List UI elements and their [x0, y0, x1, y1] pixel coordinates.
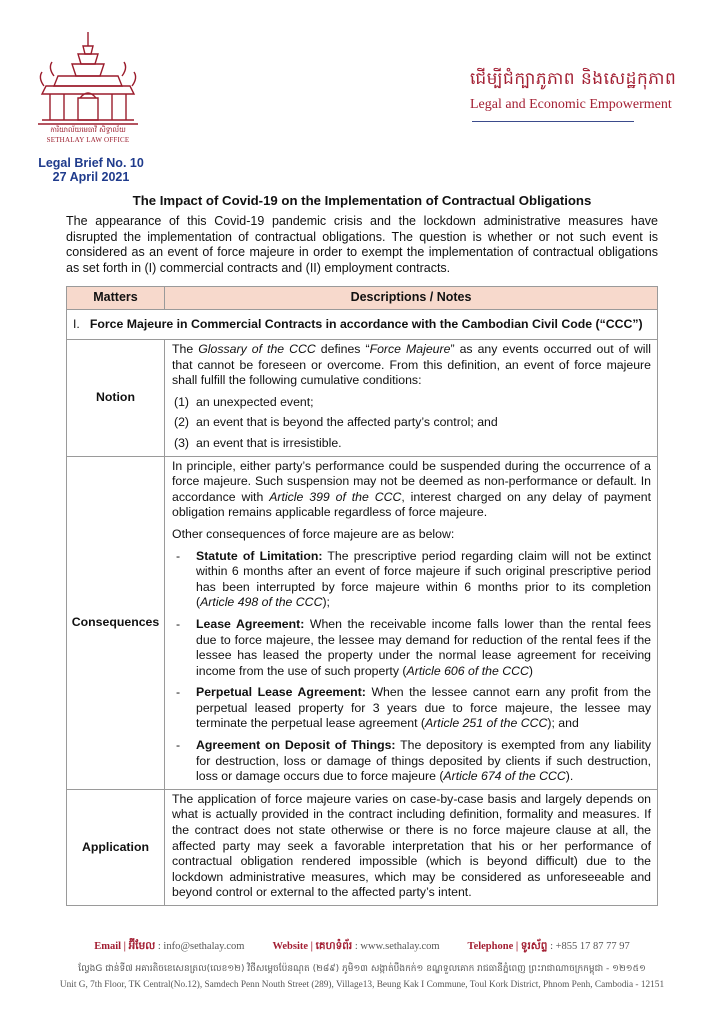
- list-item: [172, 415, 651, 431]
- list-text: [196, 617, 651, 679]
- emphasis-text: Article 399 of the CCC: [269, 489, 402, 504]
- brand-header: [470, 68, 690, 122]
- table-header-row: [67, 287, 658, 310]
- list-item: [172, 685, 651, 732]
- list-number: (1): [174, 394, 190, 409]
- list-text: an event that is irresistible.: [196, 435, 342, 450]
- text-span: , interest charged on any delay of payment obligation remains applicable regardless of force majeure.: [172, 489, 651, 520]
- section-title-cell: [67, 310, 658, 340]
- brief-date: 27 April 2021: [52, 170, 130, 184]
- text-span: The depository is exempted from any liability for destruction, loss or damage of things deposited by clients if such destruction, loss or damage occurs due to force majeure (: [196, 738, 651, 784]
- brief-number: Legal Brief No. 10: [38, 156, 144, 170]
- item-heading: Statute of Limitation:: [196, 548, 323, 563]
- notion-label: Notion: [67, 340, 165, 457]
- conditions-list: [172, 395, 651, 452]
- brief-info: [36, 156, 146, 184]
- table-row: [67, 456, 658, 789]
- list-text: [196, 738, 651, 785]
- text-span: ); and: [547, 716, 579, 731]
- text-span: When the lessee cannot earn any profit from the perpetual leased property for 3 years due to force majeure, the lessee may terminate the perpetual lease agreement (: [196, 685, 651, 731]
- brand-english-title: Legal and Economic Empowerment: [470, 97, 672, 112]
- list-text: [196, 685, 651, 732]
- text-span: In principle, either party’s performance could be suspended during the occurrence of a force majeure. Such suspension may not be deemed as non-performance or default. In accordance with: [172, 458, 651, 504]
- item-heading: Perpetual Lease Agreement:: [196, 685, 366, 700]
- list-text: an unexpected event;: [196, 394, 314, 409]
- section-row: [67, 310, 658, 340]
- list-dash: -: [176, 548, 181, 563]
- text-span: ).: [565, 769, 574, 784]
- matters-header: Matters: [67, 287, 165, 310]
- section-title: Force Majeure in Commercial Contracts in accordance with the Cambodian Civil Code (“CCC”): [89, 316, 643, 331]
- list-dash: -: [176, 616, 181, 631]
- consequences-description: [165, 456, 658, 789]
- text-span: The prescriptive period regarding claim will not be extinct within 6 months after an event of force majeure if such original prescriptive period has been interrupted by force majeure within 6 months prior to its completion (: [196, 548, 651, 610]
- consequences-label: Consequences: [67, 456, 165, 789]
- descriptions-header: Descriptions / Notes: [165, 287, 658, 310]
- notion-description: [165, 340, 658, 457]
- text-span: defines “: [315, 342, 370, 356]
- item-heading: Lease Agreement:: [196, 616, 305, 631]
- brand-khmer-title: ជើម្បីជំក្បាភូភាព និងសេដ្ឋកុភាព: [470, 69, 677, 89]
- consequences-paragraph: [172, 459, 651, 521]
- table-row: [67, 789, 658, 905]
- text-span: When the receivable income falls lower than the rental fees due to force majeure, the lessee may demand for reduction of the rental fees if the lessee has leased the property under the normal lease agreement for receiving income from the use of such property (: [196, 616, 651, 678]
- brand-divider: [472, 121, 634, 122]
- phone-number: : +855 17 87 77 97: [547, 941, 630, 952]
- list-item: [172, 436, 651, 452]
- list-item: [172, 395, 651, 411]
- notion-paragraph: [172, 342, 651, 389]
- contact-footer: [0, 940, 724, 955]
- text-span: ): [528, 663, 533, 678]
- item-heading: Agreement on Deposit of Things:: [196, 738, 396, 753]
- consequences-intro: Other consequences of force majeure are as below:: [172, 526, 455, 541]
- website-label: Website | គេហទំព័រ: [272, 941, 353, 952]
- application-description: The application of force majeure varies on case-by-case basis and largely depends on what is actually provided in the contract including definition, formality and measures. If the contract does not state otherwise or there is no force majeure clause at all, the affected party may seek a favorable interpretation that his or her performance of contractual obligation rendered impossible (which is beyond difficult) due to the lockdown administrative measures, which may be considered as unforeseeable and beyond control or external to the affected party’s intent.: [165, 789, 658, 905]
- address-khmer: ល្វែងG ជាន់ទី៧ អគារតិចខេសេនត្រល(លេខ១២) វិថីសម្ដេចប៉ែនណុត (២៨៩) ភូមិ១៣ សង្កាត់បឹងកក់១ ខណ្ឌទួលគោក រាជធានីភ្នំពេញ ព្រះរាជាណាចក្រកម្ពុជា - ១២១៥១: [78, 964, 646, 974]
- list-item: [172, 549, 651, 611]
- address-english: Unit G, 7th Floor, TK Central(No.12), Samdech Penn Nouth Street (289), Village13, Beung Kak I Commune, Toul Kork District, Phnom Penh, Cambodia - 12151: [59, 980, 665, 990]
- emphasis-text: Article 498 of the CCC: [200, 595, 323, 610]
- intro-paragraph: The appearance of this Covid-19 pandemic crisis and the lockdown administrative measures have disrupted the implementation of contractual obligations. The question is whether or not such event is considered as an event of force majeure in order to exempt the implementation of contractual obligations as set forth in (I) commercial contracts and (II) employment contracts.: [66, 214, 658, 275]
- consequences-list: [172, 549, 651, 785]
- list-number: (3): [174, 435, 190, 450]
- emphasis-text: Glossary of the CCC: [198, 342, 316, 356]
- logo-khmer-text: ការិយាល័យមេធាវី សិទ្ធាល័យ: [50, 126, 126, 134]
- force-majeure-table: [66, 286, 658, 906]
- list-dash: -: [176, 685, 181, 700]
- text-span: ” as any events occurred out of will that cannot be foreseen or overcome. From this definition, an event of force majeure shall fulfill the following cumulative conditions:: [172, 342, 652, 388]
- list-dash: -: [176, 738, 181, 753]
- section-number: I.: [73, 316, 80, 331]
- application-label: Application: [67, 789, 165, 905]
- website-link[interactable]: : www.sethalay.com: [352, 941, 440, 952]
- list-item: [172, 617, 651, 679]
- emphasis-text: Article 674 of the CCC: [443, 769, 566, 784]
- phone-label: Telephone | ទូរស័ព្ទ: [467, 941, 548, 952]
- table-row: [67, 340, 658, 457]
- list-text: an event that is beyond the affected party’s control; and: [196, 415, 498, 430]
- email-link[interactable]: : info@sethalay.com: [155, 941, 245, 952]
- list-item: [172, 738, 651, 785]
- emphasis-text: Article 606 of the CCC: [406, 663, 529, 678]
- text-span: The: [172, 342, 199, 356]
- list-text: [196, 549, 651, 611]
- emphasis-text: Force Majeure: [369, 342, 451, 356]
- list-number: (2): [174, 415, 190, 430]
- emphasis-text: Article 251 of the CCC: [425, 716, 548, 731]
- document-title: The Impact of Covid-19 on the Implementation of Contractual Obligations: [132, 193, 592, 208]
- text-span: );: [322, 595, 330, 610]
- email-label: Email | អ៊ីមែល: [94, 941, 156, 952]
- logo-english-text: SETHALAY LAW OFFICE: [46, 136, 130, 144]
